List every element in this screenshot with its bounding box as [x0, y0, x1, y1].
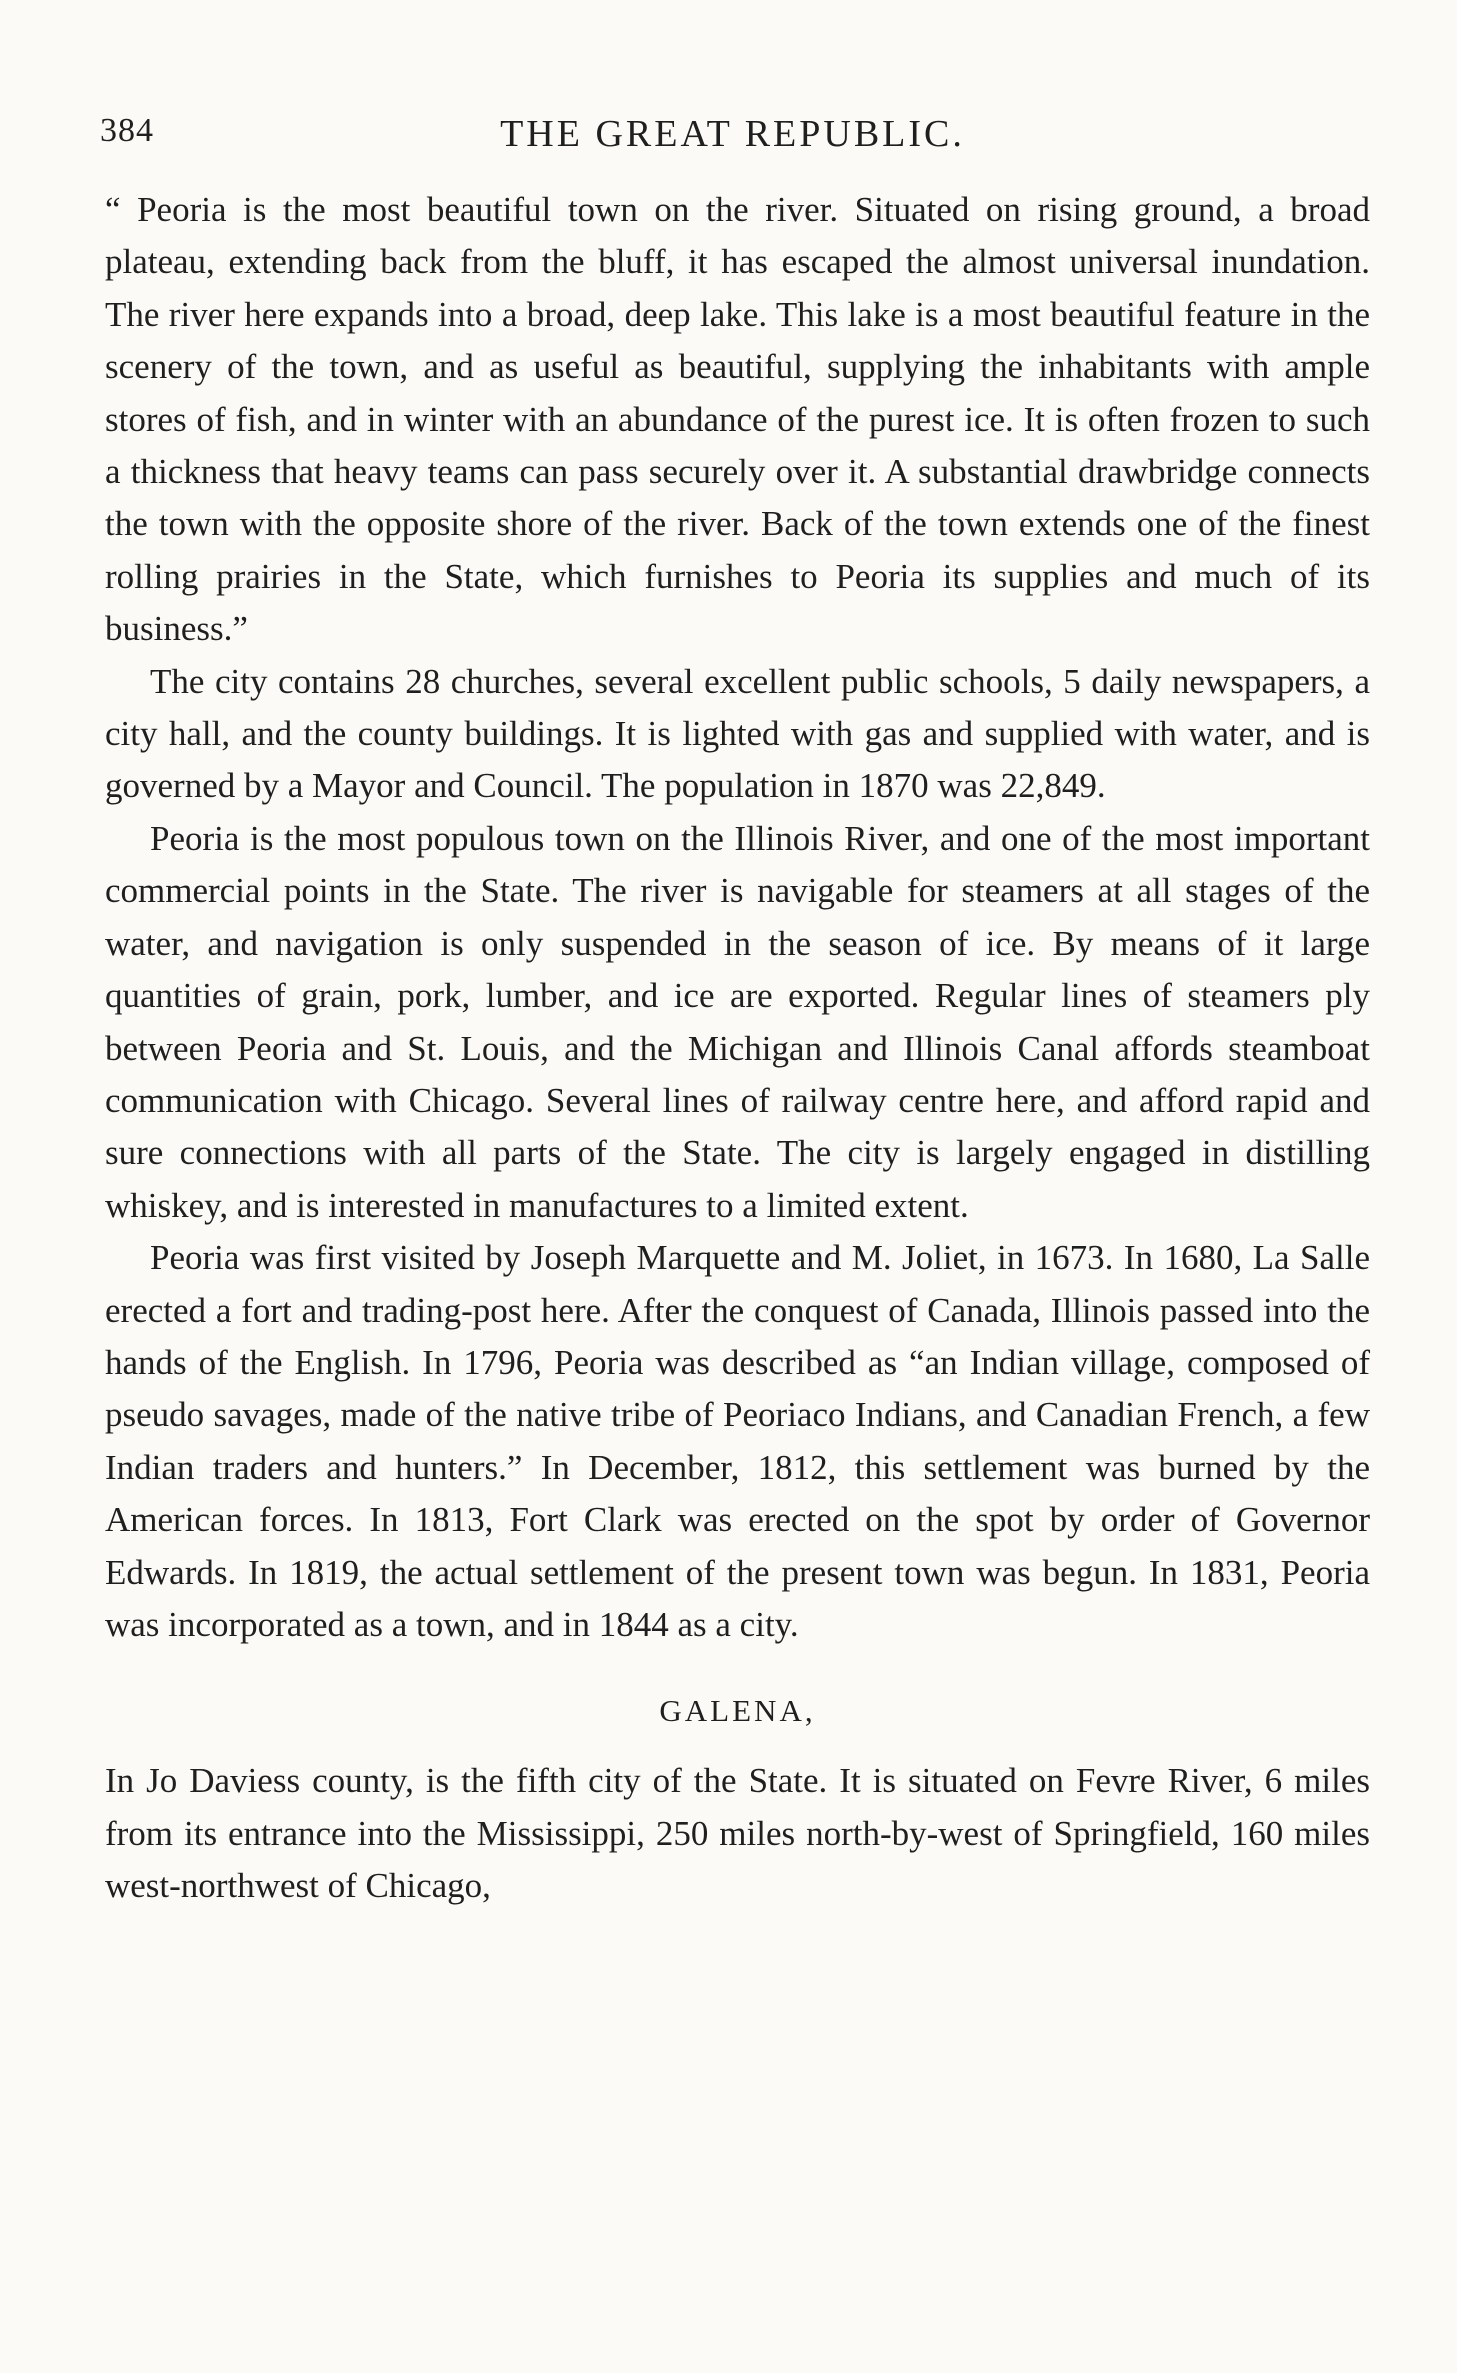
paragraph-city-contents: The city contains 28 churches, several excellent public schools, 5 daily newspapers, a city hall, and the county buildings. It is lighted with gas and supplied with water, and is governed by a Mayor and Council. The population in 1870 was 22,849. [105, 661, 1370, 806]
paragraph-quote-peoria: “ Peoria is the most beautiful town on the river. Situated on rising ground, a broad plateau, extending back from the bluff, it has escaped the almost universal inundation. The river here expands into a broad, deep lake. This lake is a most beautiful feature in the scenery of the town, and as useful as beautiful, supplying the inhabitants with ample stores of fish, and in winter with an abundance of the purest ice. It is often frozen to such a thickness that heavy teams can pass securely over it. A substantial drawbridge connects the town with the opposite shore of the river. Back of the town extends one of the finest rolling prairies in the State, which furnishes to Peoria its supplies and much of its business.” [105, 190, 1370, 649]
page-number: 384 [100, 112, 154, 149]
paragraph-galena: In Jo Daviess county, is the fifth city of the State. It is situated on Fevre River, 6 miles from its entrance into the Mississippi, 250 miles north-by-west of Springfield, 160 miles west-northwest of Chicago, [105, 1761, 1370, 1906]
running-title: THE GREAT REPUBLIC. [500, 113, 965, 155]
section-heading-galena: GALENA, [659, 1693, 816, 1729]
paragraph-history: Peoria was first visited by Joseph Marquette and M. Joliet, in 1673. In 1680, La Salle erected a fort and trading-post here. After the conquest of Canada, Illinois passed into the hands of the English. In 1796, Peoria was described as “an Indian village, composed of pseudo savages, made of the native tribe of Peoriaco Indians, and Canadian French, a few Indian traders and hunters.” In December, 1812, this settlement was burned by the American forces. In 1813, Fort Clark was erected on the spot by order of Governor Edwards. In 1819, the actual settlement of the present town was begun. In 1831, Peoria was incorporated as a town, and in 1844 as a city. [105, 1238, 1370, 1644]
paragraph-commerce: Peoria is the most populous town on the Illinois River, and one of the most important commercial points in the State. The river is navigable for steamers at all stages of the water, and navigation is only suspended in the season of ice. By means of it large quantities of grain, pork, lumber, and ice are exported. Regular lines of steamers ply between Peoria and St. Louis, and the Michigan and Illinois Canal affords steamboat communication with Chicago. Several lines of railway centre here, and afford rapid and sure connections with all parts of the State. The city is largely engaged in distilling whiskey, and is interested in manufactures to a limited extent. [105, 818, 1370, 1225]
running-head [100, 112, 1365, 156]
body-text [105, 184, 1370, 1913]
